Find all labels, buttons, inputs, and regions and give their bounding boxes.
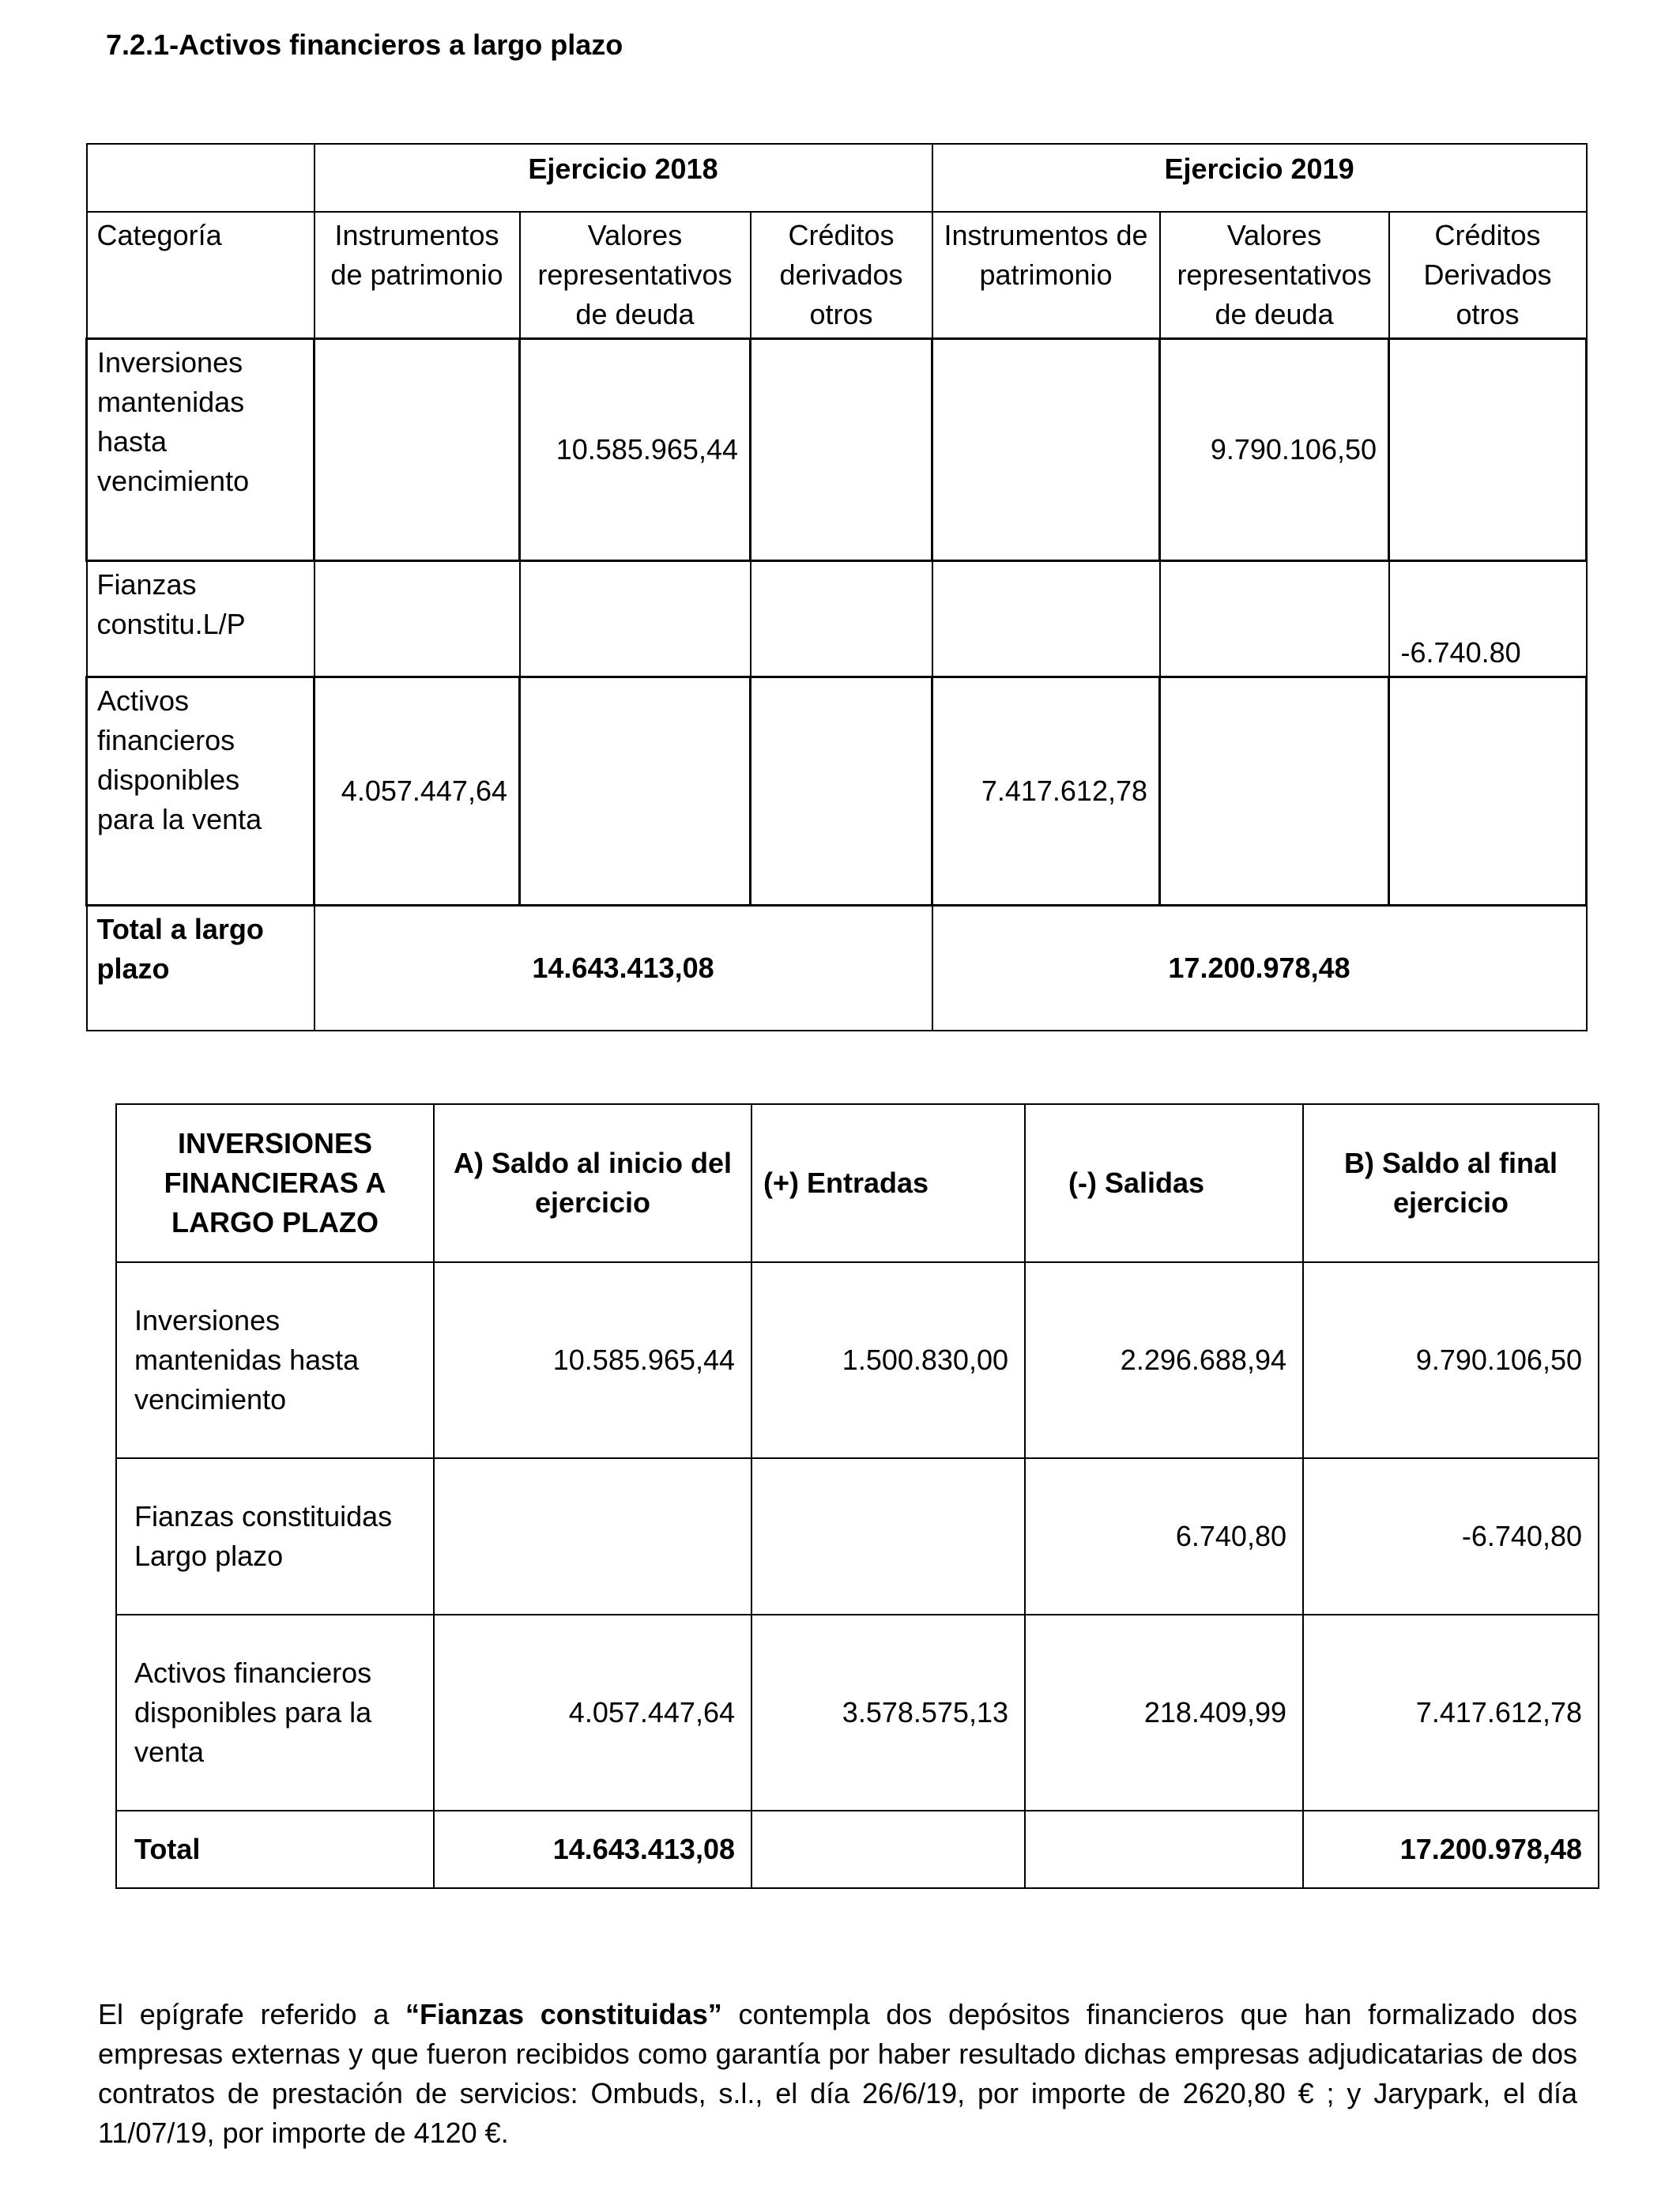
table-row	[116, 1458, 1599, 1615]
header-saldo-inicio: A) Saldo al inicio del ejercicio	[434, 1104, 751, 1262]
cell-value: 7.417.612,78	[1303, 1615, 1599, 1811]
cell	[1160, 677, 1389, 906]
cell-value: 9.790.106,50	[1303, 1262, 1599, 1458]
row-label: Fianzas constituidas Largo plazo	[116, 1458, 434, 1615]
paragraph-text: contempla dos depósitos financieros que han formalizado dos empresas externas y que fueron recibidos como garantía por haber resultado dichas empresas adjudicatarias de dos contratos de prestación de servicios: Ombuds, s.l., el día 26/6/19, por importe de 2620,80 € ; y Jarypark, el día 11/07/19, por importe de 4120 €.	[98, 1998, 1578, 2149]
header-saldo-final: B) Saldo al final ejercicio	[1303, 1104, 1599, 1262]
cell-value: 4.057.447,64	[315, 677, 520, 906]
row-label: Activos financieros disponibles para la venta	[116, 1615, 434, 1811]
row-label: Inversiones mantenidas hasta vencimiento	[116, 1262, 434, 1458]
col-2019-creditos: Créditos Derivados otros	[1389, 212, 1587, 339]
paragraph-bold: “Fianzas constituidas”	[405, 1998, 722, 2030]
section-heading: 7.2.1-Activos financieros a largo plazo	[106, 28, 623, 61]
year-2019-header: Ejercicio 2019	[932, 144, 1587, 212]
col-2019-patrimonio: Instrumentos de patrimonio	[932, 212, 1160, 339]
investments-movement-table	[115, 1103, 1599, 1889]
cell-value: 1.500.830,00	[751, 1262, 1025, 1458]
col-2018-creditos: Créditos derivados otros	[751, 212, 932, 339]
cell	[315, 561, 520, 677]
cell	[751, 677, 932, 906]
cell-value: -6.740.80	[1389, 561, 1587, 677]
cell-value: 3.578.575,13	[751, 1615, 1025, 1811]
total-final: 17.200.978,48	[1303, 1811, 1599, 1888]
column-header-row	[87, 212, 1587, 339]
row-label: Inversiones mantenidas hasta vencimiento	[87, 339, 315, 561]
cell	[520, 677, 751, 906]
cell-value: 7.417.612,78	[932, 677, 1160, 906]
cell-value: 218.409,99	[1025, 1615, 1303, 1811]
header-salidas: (-) Salidas	[1025, 1104, 1303, 1262]
cell	[315, 339, 520, 561]
cell-value	[434, 1458, 751, 1615]
cell	[1389, 677, 1587, 906]
cell	[1389, 339, 1587, 561]
col-2019-deuda: Valores representativos de deuda	[1160, 212, 1389, 339]
paragraph-text: El epígrafe referido a	[98, 1998, 406, 2030]
year-2018-header: Ejercicio 2018	[315, 144, 932, 212]
total-row	[116, 1811, 1599, 1888]
cell	[932, 561, 1160, 677]
cell	[751, 561, 932, 677]
total-label: Total	[116, 1811, 434, 1888]
header-row	[116, 1104, 1599, 1262]
total-inicio: 14.643.413,08	[434, 1811, 751, 1888]
cell	[1160, 561, 1389, 677]
cell	[751, 1811, 1025, 1888]
cell	[1025, 1811, 1303, 1888]
empty-corner-cell	[87, 144, 315, 212]
table-row	[116, 1262, 1599, 1458]
long-term-financial-assets-table	[85, 143, 1588, 1031]
cell-value: 10.585.965,44	[520, 339, 751, 561]
header-entradas: (+) Entradas	[751, 1104, 1025, 1262]
cell	[932, 339, 1160, 561]
cell-value	[751, 1458, 1025, 1615]
category-header: Categoría	[87, 212, 315, 339]
cell-value: 10.585.965,44	[434, 1262, 751, 1458]
total-label: Total a largo plazo	[87, 906, 315, 1031]
total-2018: 14.643.413,08	[315, 906, 932, 1031]
explanatory-paragraph	[98, 1995, 1577, 2153]
table-row	[116, 1615, 1599, 1811]
cell-value: 6.740,80	[1025, 1458, 1303, 1615]
year-header-row	[87, 144, 1587, 212]
row-label: Activos financieros disponibles para la venta	[87, 677, 315, 906]
header-category: INVERSIONES FINANCIERAS A LARGO PLAZO	[116, 1104, 434, 1262]
cell-value: 4.057.447,64	[434, 1615, 751, 1811]
cell-value: 9.790.106,50	[1160, 339, 1389, 561]
col-2018-deuda: Valores representativos de deuda	[520, 212, 751, 339]
cell	[520, 561, 751, 677]
cell-value: 2.296.688,94	[1025, 1262, 1303, 1458]
cell-value: -6.740,80	[1303, 1458, 1599, 1615]
total-2019: 17.200.978,48	[932, 906, 1587, 1031]
row-label: Fianzas constitu.L/P	[87, 561, 315, 677]
total-row	[87, 906, 1587, 1031]
col-2018-patrimonio: Instrumentos de patrimonio	[315, 212, 520, 339]
table-row	[87, 677, 1587, 906]
table-row	[87, 561, 1587, 677]
cell	[751, 339, 932, 561]
table-row	[87, 339, 1587, 561]
